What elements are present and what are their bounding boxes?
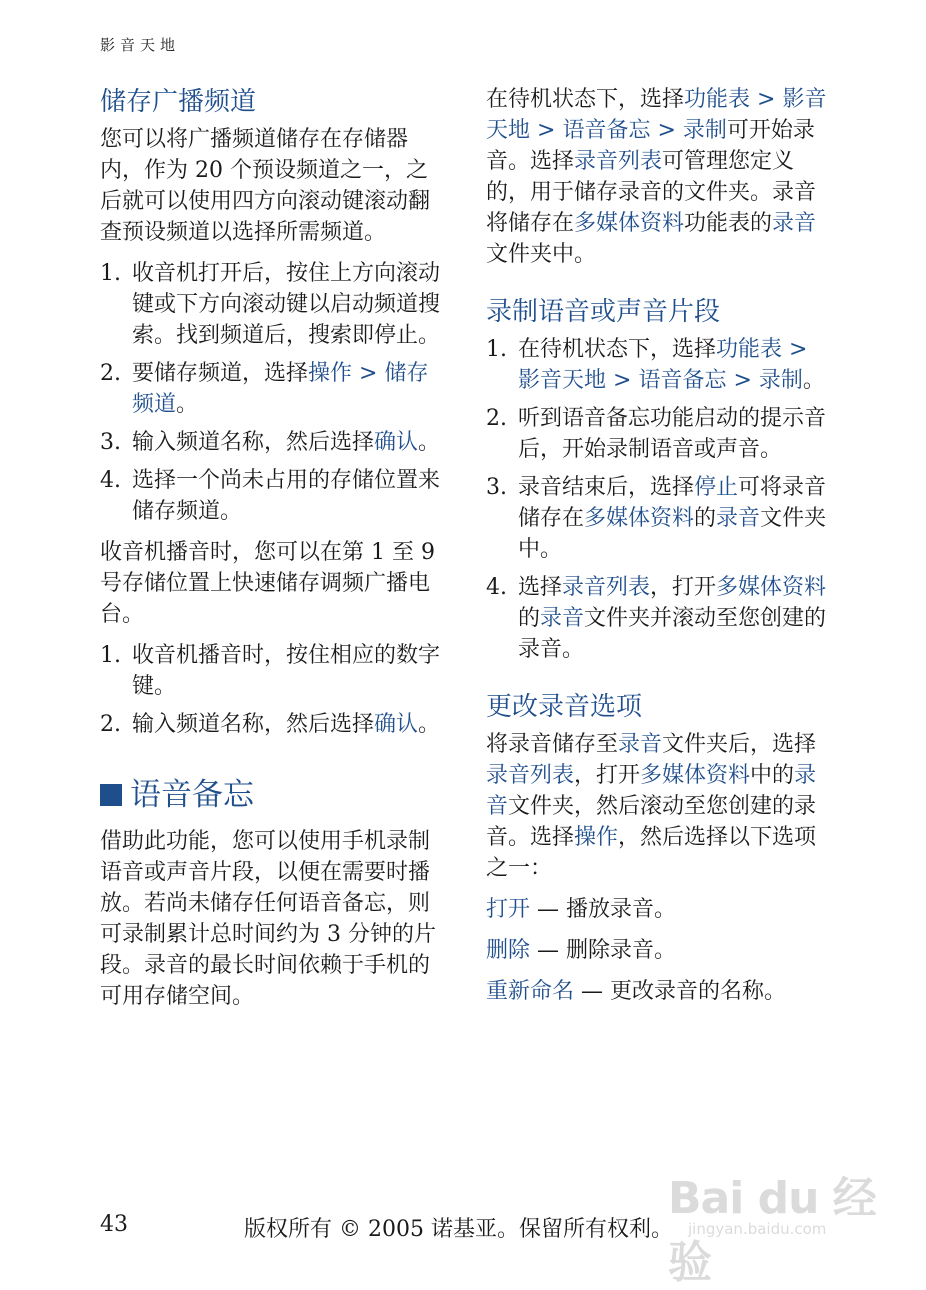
list-item: 2. 要储存频道，选择操作 > 储存频道。 — [100, 361, 429, 417]
record-steps — [486, 334, 831, 665]
running-header: 影音天地 — [100, 36, 181, 54]
menu-link-options[interactable]: 操作 — [308, 361, 353, 386]
menu-link-gallery[interactable]: 多媒体资料 — [640, 763, 751, 788]
list-item: 1. 在待机状态下，选择功能表 > 影音天地 > 语音备忘 > 录制。 — [486, 337, 825, 393]
store-channels-intro: 您可以将广播频道储存在存储器内，作为 20 个预设频道之一，之后就可以使用四方向滚动键滚动翻查预设频道以选择所需频道。 — [100, 127, 431, 245]
list-item: 3. 输入频道名称，然后选择确认。 — [100, 430, 441, 455]
menu-link-gallery[interactable]: 多媒体资料 — [584, 506, 695, 531]
menu-link-confirm[interactable]: 确认 — [374, 430, 419, 455]
baidu-logo: Bai du 经验 — [668, 1173, 876, 1288]
quick-store-para: 收音机播音时，您可以在第 1 至 9 号存储位置上快速储存调频广播电台。 — [100, 540, 435, 627]
right-column — [486, 84, 831, 1017]
list-item: 4. 选择录音列表，打开多媒体资料的录音文件夹并滚动至您创建的录音。 — [486, 575, 827, 662]
option-open: 打开 — 播放录音。 — [486, 897, 677, 922]
menu-link-voice-memo[interactable]: 语音备忘 — [638, 368, 727, 393]
section-title-options: 更改录音选项 — [486, 692, 643, 722]
left-column — [100, 84, 445, 1022]
list-item: 2. 听到语音备忘功能启动的提示音后，开始录制语音或声音。 — [486, 406, 827, 462]
option-label-rename[interactable]: 重新命名 — [486, 979, 575, 1004]
option-label-open[interactable]: 打开 — [486, 897, 531, 922]
menu-link-gallery[interactable]: 多媒体资料 — [574, 211, 685, 236]
section-title-record: 录制语音或声音片段 — [486, 297, 721, 327]
menu-link-menu[interactable]: 功能表 — [716, 337, 783, 362]
menu-link-gallery[interactable]: 多媒体资料 — [716, 575, 827, 600]
voice-memo-intro: 借助此功能，您可以使用手机录制语音或声音片段，以便在需要时播放。若尚未储存任何语音备忘，则可录制累计总时间约为 3 分钟的片段。录音的最长时间依赖于手机的可用存储空间。 — [100, 829, 436, 1009]
list-item: 1. 收音机播音时，按住相应的数字键。 — [100, 643, 441, 699]
menu-link-menu[interactable]: 功能表 — [684, 87, 751, 112]
menu-link-confirm[interactable]: 确认 — [374, 712, 419, 737]
menu-link-recordings-list[interactable]: 录音列表 — [486, 763, 575, 788]
square-bullet-icon — [100, 784, 122, 806]
baidu-watermark — [668, 1150, 878, 1288]
quick-store-steps — [100, 640, 445, 740]
options-para: 将录音储存至录音文件夹后，选择录音列表，打开多媒体资料中的录音文件夹，然后滚动至您创建的录音。选择操作，然后选择以下选项之一： — [486, 732, 817, 881]
option-delete: 删除 — 删除录音。 — [486, 938, 677, 963]
store-channels-steps — [100, 258, 445, 527]
list-item: 4. 选择一个尚未占用的存储位置来储存频道。 — [100, 468, 441, 524]
menu-link-recordings-folder[interactable]: 录音 — [486, 763, 817, 819]
option-rename: 重新命名 — 更改录音的名称。 — [486, 979, 787, 1004]
menu-link-recordings-list[interactable]: 录音列表 — [562, 575, 651, 600]
list-item: 1. 收音机打开后，按住上方向滚动键或下方向滚动键以启动频道搜索。找到频道后，搜索即停止。 — [100, 261, 441, 348]
option-label-delete[interactable]: 删除 — [486, 938, 531, 963]
menu-link-recordings-folder[interactable]: 录音 — [540, 606, 585, 631]
menu-link-store-channel[interactable]: 储存频道 — [132, 361, 429, 417]
chapter-title-voice-memo: 语音备忘 — [100, 774, 445, 816]
page-number: 43 — [100, 1212, 128, 1237]
menu-link-media[interactable]: 影音天地 — [518, 368, 607, 393]
list-item: 2. 输入频道名称，然后选择确认。 — [100, 712, 441, 737]
menu-link-recordings-folder[interactable]: 录音 — [716, 506, 761, 531]
watermark-url: jingyan.baidu.com — [688, 1220, 827, 1238]
menu-link-record[interactable]: 录制 — [682, 118, 727, 143]
menu-link-recordings-folder[interactable]: 录音 — [772, 211, 817, 236]
menu-link-options[interactable]: 操作 — [574, 825, 619, 850]
menu-link-recordings-list[interactable]: 录音列表 — [574, 149, 663, 174]
menu-link-stop[interactable]: 停止 — [694, 475, 739, 500]
voice-memo-start-para: 在待机状态下，选择功能表 > 影音天地 > 语音备忘 > 录制可开始录音。选择录音列表可管理您定义的，用于储存录音的文件夹。录音将储存在多媒体资料功能表的录音文件夹中。 — [486, 87, 827, 267]
menu-link-media[interactable]: 影音天地 — [486, 87, 827, 143]
menu-link-voice-memo[interactable]: 语音备忘 — [562, 118, 651, 143]
section-title-store-channels: 储存广播频道 — [100, 87, 257, 117]
menu-link-recordings-folder[interactable]: 录音 — [618, 732, 663, 757]
menu-link-record[interactable]: 录制 — [758, 368, 803, 393]
copyright-notice: 版权所有 © 2005 诺基亚。保留所有权利。 — [244, 1217, 673, 1242]
list-item: 3. 录音结束后，选择停止可将录音储存在多媒体资料的录音文件夹中。 — [486, 475, 827, 562]
